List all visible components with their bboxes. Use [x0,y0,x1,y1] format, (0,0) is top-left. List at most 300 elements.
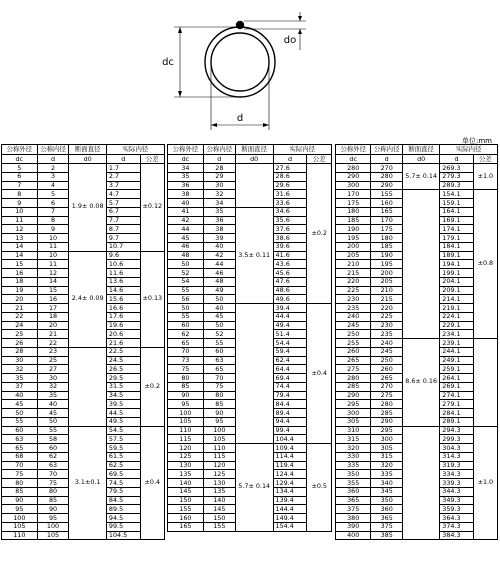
cell-d: 62 [37,452,69,461]
cell-actual-d: 169.1 [440,216,474,225]
cell-dc: 170 [336,190,371,199]
size-table-3 [335,144,498,540]
cell-dc: 235 [336,304,371,313]
cell-d: 130 [203,479,235,488]
cell-d: 11 [37,242,69,251]
cell-dc: 60 [168,321,204,330]
cell-actual-d: 164.1 [440,207,474,216]
cell-dc: 50 [168,304,204,313]
cell-d0: 2.4± 0.09 [69,251,106,347]
cell-actual-d: 48.6 [273,286,307,295]
cell-dc: 13 [2,234,38,243]
cell-d: 8 [37,216,69,225]
cell-actual-d: 144.4 [273,505,307,514]
cell-dc: 50 [2,409,38,418]
cell-dc: 18 [2,277,38,286]
cell-d: 40 [37,400,69,409]
cell-d: 60 [37,444,69,453]
cell-dc: 285 [336,382,371,391]
cell-actual-d: 49.5 [106,417,140,426]
cell-d: 200 [371,269,403,278]
cell-d: 90 [37,505,69,514]
cell-d: 46 [203,269,235,278]
cell-d: 15 [37,286,69,295]
cell-dc: 55 [168,312,204,321]
cell-dc: 34 [168,164,204,173]
cell-actual-d: 38.6 [273,234,307,243]
cell-actual-d: 44.4 [273,312,307,321]
header-actual-d: d [440,154,474,164]
cell-d: 350 [371,496,403,505]
cell-d: 9 [37,225,69,234]
cell-dc: 100 [2,514,38,523]
cell-actual-d: 10.7 [106,242,140,251]
cell-dc: 11 [2,216,38,225]
d0-label: do [283,35,297,46]
cell-actual-d: 35.6 [273,216,307,225]
cell-actual-d: 264.1 [440,374,474,383]
cell-dc: 20 [2,295,38,304]
cell-dc: 380 [336,514,371,523]
cell-actual-d: 9.7 [106,234,140,243]
cell-d: 10 [37,234,69,243]
header-d: d [371,154,403,164]
cell-actual-d: 234.1 [440,330,474,339]
cell-dc: 16 [2,269,38,278]
cell-actual-d: 39.5 [106,400,140,409]
cell-d: 270 [371,164,403,173]
cell-dc: 305 [336,417,371,426]
d-label: d [236,113,244,124]
cell-actual-d: 199.1 [440,269,474,278]
cell-d: 295 [371,426,403,435]
cell-actual-d: 299.3 [440,435,474,444]
cell-actual-d: 89.4 [273,409,307,418]
cell-dc: 63 [2,435,38,444]
header-d0: d0 [69,154,106,164]
cell-dc: 22 [2,312,38,321]
cell-actual-d: 89.5 [106,505,140,514]
cell-d: 190 [371,251,403,260]
cell-dc: 40 [2,391,38,400]
cell-dc: 28 [2,347,38,356]
cell-d: 45 [203,312,235,321]
table-row [336,164,498,173]
cell-actual-d: 29.6 [273,181,307,190]
cell-actual-d: 39.4 [273,304,307,313]
table-row [336,339,498,348]
size-table-2 [167,144,332,532]
cell-d: 60 [203,347,235,356]
cell-actual-d: 274.1 [440,391,474,400]
cell-dc: 25 [2,330,38,339]
cell-actual-d: 319.3 [440,461,474,470]
cell-actual-d: 99.5 [106,522,140,531]
cell-d: 45 [37,409,69,418]
cell-dc: 250 [336,330,371,339]
table-row [168,304,332,313]
cell-d: 80 [37,487,69,496]
cell-actual-d: 17.6 [106,312,140,321]
cell-d: 175 [371,225,403,234]
cell-d: 300 [371,435,403,444]
cell-dc: 290 [336,391,371,400]
cell-actual-d: 51.4 [273,330,307,339]
cell-d: 85 [203,400,235,409]
cell-actual-d: 364.3 [440,514,474,523]
header-row [336,154,498,164]
cell-dc: 95 [2,505,38,514]
cell-dc: 200 [336,242,371,251]
cell-dc: 125 [168,452,204,461]
cell-d: 165 [371,207,403,216]
cell-dc: 44 [168,225,204,234]
cell-actual-d: 49.6 [273,295,307,304]
cell-actual-d: 104.4 [273,435,307,444]
cell-dc: 45 [168,234,204,243]
cell-d: 32 [203,190,235,199]
cell-actual-d: 304.3 [440,444,474,453]
cell-d0 [403,190,440,339]
cell-actual-d: 214.1 [440,295,474,304]
o-ring-diagram [0,0,500,140]
cell-dc: 42 [168,216,204,225]
cell-d: 385 [371,531,403,540]
cell-d: 290 [371,181,403,190]
cell-d: 375 [371,522,403,531]
cell-actual-d: 31.6 [273,190,307,199]
cell-actual-d: 359.3 [440,505,474,514]
cell-d: 95 [203,417,235,426]
cell-actual-d: 204.1 [440,277,474,286]
cell-d0: 3.5± 0.11 [235,207,273,303]
cell-actual-d: 349.3 [440,496,474,505]
cell-actual-d: 49.4 [273,321,307,330]
cell-d: 340 [371,479,403,488]
cell-actual-d: 279.1 [440,400,474,409]
cell-d: 12 [37,269,69,278]
cell-d: 18 [37,312,69,321]
cell-d: 155 [371,190,403,199]
cell-actual-d: 154.4 [273,522,307,531]
cell-d: 280 [371,172,403,181]
header-d0: d0 [403,154,440,164]
cell-d0: 3.1±0.1 [69,426,106,540]
cell-dc: 90 [2,496,38,505]
cell-dc: 290 [336,172,371,181]
cell-dc: 205 [336,251,371,260]
cell-actual-d: 5.7 [106,199,140,208]
cell-tolerance: ±1.0 [473,426,497,540]
cell-dc: 62 [168,330,204,339]
cell-tolerance: ±1.0 [473,164,497,190]
cell-d: 250 [371,356,403,365]
cell-dc: 46 [168,242,204,251]
cell-d: 21 [37,330,69,339]
cell-d: 55 [37,426,69,435]
cell-d: 240 [371,339,403,348]
cell-d: 245 [371,347,403,356]
header-nominal-od: 公称外径 [168,145,204,155]
cell-d: 150 [203,514,235,523]
cell-actual-d: 284.1 [440,409,474,418]
cell-dc: 355 [336,479,371,488]
cell-dc: 120 [168,444,204,453]
cell-actual-d: 3.7 [106,181,140,190]
cell-d: 320 [371,461,403,470]
cell-actual-d: 1.7 [106,164,140,173]
cell-dc: 52 [168,269,204,278]
cell-dc: 30 [2,356,38,365]
cell-actual-d: 61.5 [106,452,140,461]
cell-actual-d: 54.4 [273,339,307,348]
cell-dc: 24 [2,321,38,330]
cell-dc: 300 [336,181,371,190]
cell-d: 105 [37,531,69,540]
cell-dc: 300 [336,409,371,418]
header-tolerance: 公差 [473,154,497,164]
cell-d: 225 [371,312,403,321]
cell-actual-d: 279.3 [440,172,474,181]
cell-d: 35 [203,207,235,216]
cell-d: 135 [203,487,235,496]
size-table-1 [1,144,165,540]
cell-d: 260 [371,365,403,374]
cell-d: 20 [37,321,69,330]
cell-d: 110 [203,444,235,453]
cell-actual-d: 27.6 [273,164,307,173]
cell-dc: 100 [168,409,204,418]
cell-d: 360 [371,505,403,514]
cell-dc: 365 [336,496,371,505]
unit-label: 单位:mm [462,137,492,145]
cell-d: 75 [37,479,69,488]
header-d0: d0 [235,154,273,164]
table-row [2,426,165,435]
header-dc: dc [168,154,204,164]
cell-d: 11 [37,260,69,269]
cell-actual-d: 109.4 [273,444,307,453]
cell-actual-d: 7.7 [106,216,140,225]
cell-dc: 70 [168,347,204,356]
cell-dc: 41 [168,207,204,216]
cell-dc: 54 [168,277,204,286]
cell-d: 70 [203,374,235,383]
cell-dc: 150 [168,496,204,505]
cell-actual-d: 294.3 [440,426,474,435]
cell-d: 2 [37,164,69,173]
cell-actual-d: 374.3 [440,522,474,531]
cell-d: 63 [37,461,69,470]
header-nominal-id: 公称内径 [203,145,235,155]
cell-d: 160 [371,199,403,208]
header-dc: dc [336,154,371,164]
cell-actual-d: 104.5 [106,531,140,540]
cell-d: 265 [371,374,403,383]
cell-actual-d: 114.4 [273,452,307,461]
cell-actual-d: 229.1 [440,321,474,330]
cell-actual-d: 26.5 [106,365,140,374]
dc-label: dc [162,57,174,68]
cell-dc: 215 [336,269,371,278]
cell-actual-d: 45.6 [273,269,307,278]
cell-d: 345 [371,487,403,496]
cell-d: 42 [203,251,235,260]
cell-dc: 80 [168,374,204,383]
cell-tolerance [473,339,497,427]
cell-d: 195 [371,260,403,269]
cell-actual-d: 84.5 [106,496,140,505]
cell-actual-d: 99.4 [273,426,307,435]
cell-actual-d: 239.1 [440,339,474,348]
cell-dc: 145 [168,487,204,496]
cell-actual-d: 33.6 [273,199,307,208]
cell-actual-d: 6.7 [106,207,140,216]
cell-actual-d: 94.5 [106,514,140,523]
cell-actual-d: 11.6 [106,269,140,278]
cell-d: 105 [203,435,235,444]
cell-actual-d: 339.3 [440,479,474,488]
cell-dc: 8 [2,190,38,199]
table-row [336,426,498,435]
cell-dc: 15 [2,260,38,269]
cell-d: 230 [371,321,403,330]
cell-d0: 5.7± 0.14 [235,444,273,532]
cell-dc: 165 [168,522,204,531]
cell-actual-d: 59.4 [273,347,307,356]
cell-actual-d: 41.6 [273,251,307,260]
cell-dc: 21 [2,304,38,313]
cell-actual-d: 21.6 [106,339,140,348]
cell-actual-d: 259.1 [440,365,474,374]
cell-actual-d: 119.4 [273,461,307,470]
cell-d: 100 [37,522,69,531]
cell-dc: 6 [2,172,38,181]
cell-dc: 70 [2,461,38,470]
cell-d: 4 [37,181,69,190]
cell-dc: 230 [336,295,371,304]
cell-d0: 8.6± 0.16 [403,339,440,427]
cell-dc: 195 [336,234,371,243]
cell-dc: 26 [2,339,38,348]
cell-d: 90 [203,409,235,418]
header-actual-d: d [106,154,140,164]
cell-dc: 360 [336,487,371,496]
header-actual-id: 实际内径 [273,145,331,155]
header-dc: dc [2,154,38,164]
table-row [2,164,165,173]
cell-dc: 14 [2,242,38,251]
cell-dc: 65 [168,339,204,348]
cell-actual-d: 15.6 [106,295,140,304]
cell-d: 40 [203,304,235,313]
cell-dc: 36 [168,181,204,190]
cell-dc: 265 [336,356,371,365]
header-row [2,154,165,164]
cell-actual-d: 139.4 [273,496,307,505]
cell-dc: 105 [168,417,204,426]
cell-d: 6 [37,199,69,208]
cell-d: 280 [371,400,403,409]
cell-actual-d: 344.3 [440,487,474,496]
cell-d: 70 [37,470,69,479]
cell-dc: 350 [336,470,371,479]
cell-dc: 245 [336,321,371,330]
cell-actual-d: 14.6 [106,286,140,295]
cell-dc: 320 [336,444,371,453]
cell-actual-d: 124.4 [273,470,307,479]
cell-actual-d: 209.1 [440,286,474,295]
cell-actual-d: 334.3 [440,470,474,479]
cell-dc: 85 [2,487,38,496]
cell-actual-d: 64.4 [273,365,307,374]
cell-actual-d: 244.1 [440,347,474,356]
cell-dc: 255 [336,339,371,348]
cell-dc: 225 [336,286,371,295]
table-row [2,251,165,260]
cell-actual-d: 314.3 [440,452,474,461]
cell-d: 65 [203,365,235,374]
cell-d: 35 [37,391,69,400]
cell-actual-d: 154.1 [440,190,474,199]
cell-actual-d: 249.1 [440,356,474,365]
cell-actual-d: 129.4 [273,479,307,488]
cell-d: 315 [371,452,403,461]
cell-d: 185 [371,242,403,251]
cell-dc: 160 [168,514,204,523]
cell-actual-d: 9.6 [106,251,140,260]
cell-dc: 240 [336,312,371,321]
header-section-diameter: 断面直径 [235,145,273,155]
cell-dc: 135 [168,470,204,479]
cell-dc: 375 [336,505,371,514]
table-row [336,190,498,199]
cell-tolerance: ±0.2 [140,347,164,426]
cell-actual-d: 31.5 [106,382,140,391]
cell-d: 145 [203,505,235,514]
cell-dc: 90 [168,391,204,400]
cell-dc: 75 [2,470,38,479]
header-row [336,145,498,155]
cell-d: 5 [37,190,69,199]
cell-actual-d: 79.5 [106,487,140,496]
header-tolerance: 公差 [140,154,164,164]
cell-actual-d: 29.5 [106,374,140,383]
cell-dc: 37 [2,382,38,391]
cell-d: 50 [203,295,235,304]
cell-dc: 10 [2,207,38,216]
cell-d: 29 [203,172,235,181]
cell-dc: 5 [2,164,38,173]
cell-actual-d: 20.6 [106,330,140,339]
cell-dc: 12 [2,225,38,234]
cell-tolerance: ±0.12 [140,164,164,252]
cell-actual-d: 44.5 [106,409,140,418]
cell-actual-d: 57.5 [106,435,140,444]
cell-d: 285 [371,409,403,418]
cell-d: 23 [37,347,69,356]
header-row [2,145,165,155]
cell-actual-d: 194.1 [440,260,474,269]
cell-d: 22 [37,339,69,348]
cell-actual-d: 59.5 [106,444,140,453]
cell-dc: 45 [2,400,38,409]
cell-actual-d: 74.4 [273,382,307,391]
cell-dc: 130 [168,461,204,470]
cell-d0: 1.9± 0.08 [69,164,106,252]
cell-actual-d: 179.1 [440,234,474,243]
cell-actual-d: 134.4 [273,487,307,496]
